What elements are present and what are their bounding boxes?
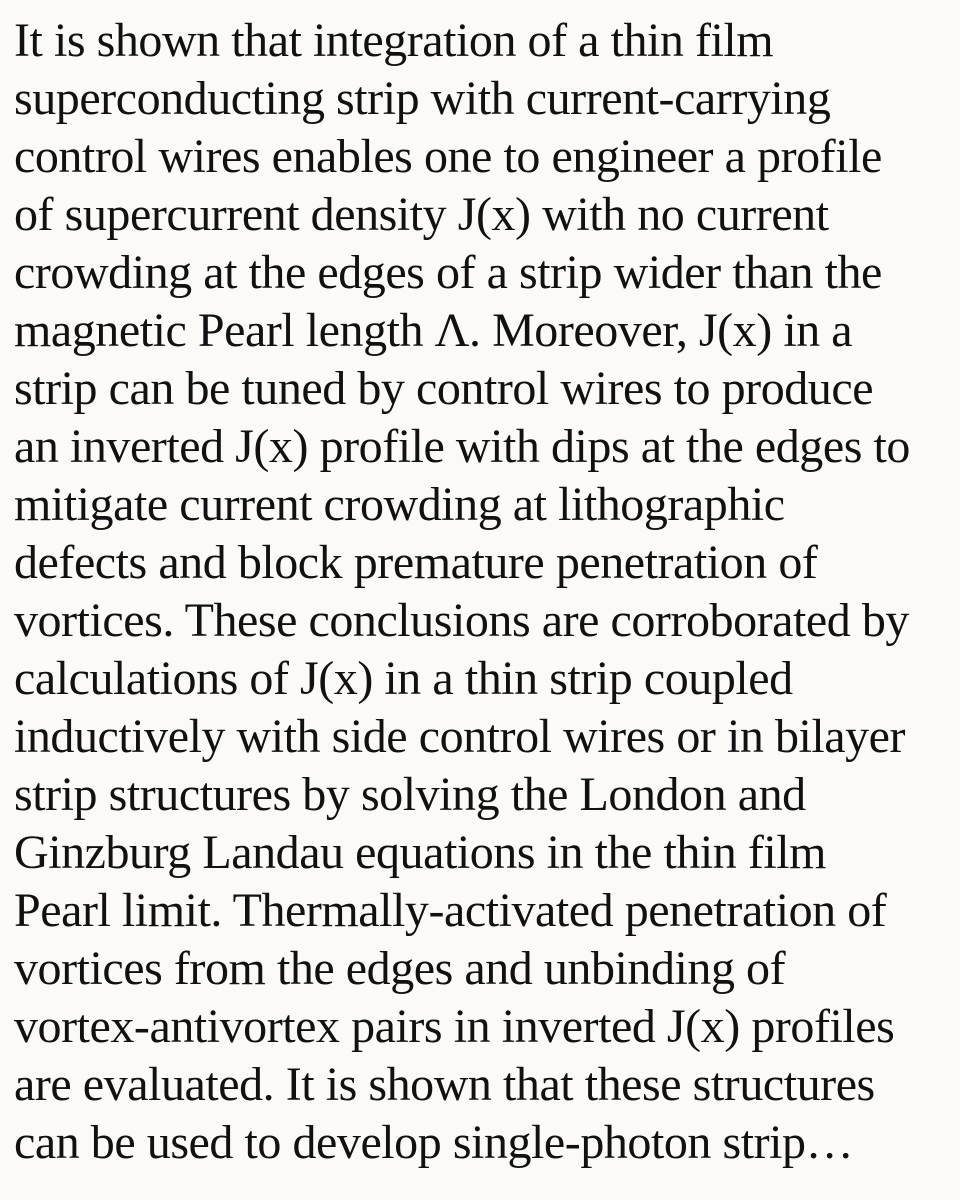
text-line: strip structures by solving the London and <box>14 768 806 821</box>
text-line: strip can be tuned by control wires to produce <box>14 362 874 415</box>
abstract-text <box>14 12 946 1172</box>
text-line: defects and block premature penetration of <box>14 536 818 589</box>
text-line: Pearl limit. Thermally-activated penetration of <box>14 884 887 937</box>
text-line: Ginzburg Landau equations in the thin film <box>14 826 827 879</box>
text-line: vortices. These conclusions are corroborated by <box>14 594 909 647</box>
text-line: vortices from the edges and unbinding of <box>14 942 786 995</box>
text-line: It is shown that integration of a thin film <box>14 14 774 67</box>
text-line: vortex-antivortex pairs in inverted J(x) profiles <box>14 1000 895 1053</box>
text-line: magnetic Pearl length Λ. Moreover, J(x) in a <box>14 304 853 357</box>
text-line: can be used to develop single-photon strip… <box>14 1116 854 1169</box>
text-line: inductively with side control wires or in bilayer <box>14 710 906 763</box>
text-line: an inverted J(x) profile with dips at the edges to <box>14 420 910 473</box>
text-line: superconducting strip with current-carrying <box>14 72 831 125</box>
text-line: crowding at the edges of a strip wider than the <box>14 246 882 299</box>
text-line: calculations of J(x) in a thin strip coupled <box>14 652 793 705</box>
text-line: mitigate current crowding at lithographic <box>14 478 785 531</box>
text-line: are evaluated. It is shown that these structures <box>14 1058 875 1111</box>
text-line: control wires enables one to engineer a profile <box>14 130 882 183</box>
text-line: of supercurrent density J(x) with no current <box>14 188 829 241</box>
